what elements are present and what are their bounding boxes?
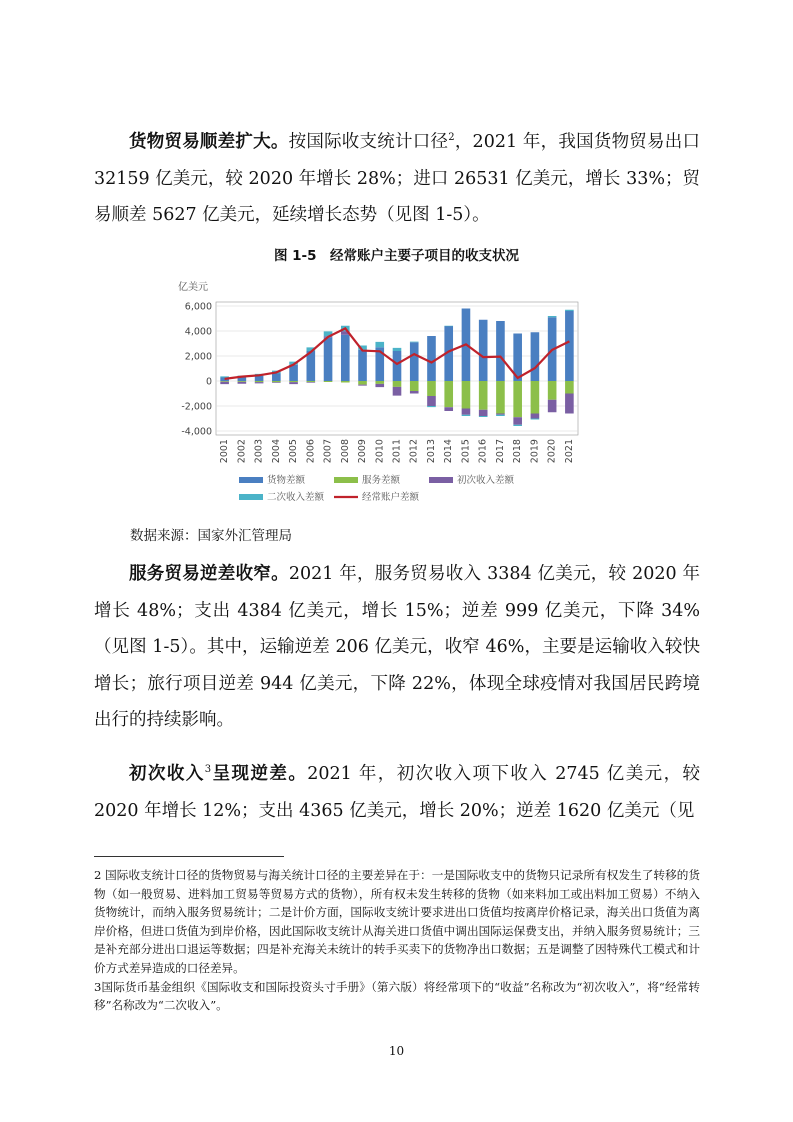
bar-服务差额 (393, 381, 402, 387)
services-trade-lead: 服务贸易逆差收窄。 (129, 564, 289, 584)
bar-初次收入差额 (410, 391, 419, 394)
x-tick-label: 2020 (546, 439, 558, 464)
data-source: 数据来源：国家外汇管理局 (130, 528, 292, 544)
y-tick-label: 4,000 (184, 326, 212, 338)
primary-income-lead-b: 呈现逆差。 (211, 764, 308, 784)
x-tick-label: 2001 (219, 439, 231, 464)
bar-初次收入差额 (272, 382, 281, 383)
bar-服务差额 (410, 381, 419, 391)
x-tick-label: 2010 (374, 439, 386, 464)
legend-label: 初次收入差额 (457, 475, 515, 486)
paragraph-services-trade (94, 556, 700, 739)
bar-初次收入差额 (479, 410, 488, 416)
bar-初次收入差额 (393, 387, 402, 396)
bar-服务差额 (513, 381, 522, 417)
footnote-ref-3[interactable]: 3 (204, 764, 212, 776)
bar-服务差额 (548, 381, 557, 400)
goods-trade-text-b: ，2021 年，我国货物贸易出口 32159 亿美元，较 2020 年增长 28%；进口 26531 亿美元，增长 33%；贸易顺差 5627 亿美元，延续增长态势（见图 1-5）。 (94, 132, 700, 225)
current-account-chart (174, 276, 594, 511)
x-tick-label: 2011 (391, 439, 403, 464)
x-tick-label: 2003 (253, 439, 265, 464)
x-tick-label: 2007 (322, 439, 334, 464)
y-tick-label: -4,000 (181, 426, 212, 438)
bar-二次收入差额 (375, 342, 384, 347)
x-tick-label: 2002 (236, 439, 248, 464)
bar-初次收入差额 (375, 384, 384, 387)
x-tick-label: 2005 (288, 439, 300, 464)
x-tick-label: 2018 (512, 439, 524, 464)
bar-初次收入差额 (289, 382, 298, 384)
bar-服务差额 (462, 381, 471, 409)
bar-初次收入差额 (513, 417, 522, 425)
bar-服务差额 (324, 381, 333, 382)
legend-label: 二次收入差额 (267, 492, 325, 503)
legend-label: 货物差额 (267, 475, 306, 486)
bar-二次收入差额 (444, 326, 453, 327)
bar-货物差额 (341, 335, 350, 381)
x-tick-label: 2015 (460, 439, 472, 464)
goods-trade-lead: 货物贸易顺差扩大。 (129, 132, 289, 152)
x-tick-label: 2009 (357, 439, 369, 464)
bar-货物差额 (393, 351, 402, 381)
bar-初次收入差额 (427, 396, 436, 406)
bar-初次收入差额 (565, 394, 574, 414)
footnote-divider (94, 856, 284, 857)
bar-货物差额 (358, 350, 367, 381)
bar-初次收入差额 (220, 382, 229, 384)
bar-二次收入差额 (513, 425, 522, 426)
bar-二次收入差额 (496, 415, 505, 416)
y-tick-label: -2,000 (181, 401, 212, 413)
bar-初次收入差额 (496, 414, 505, 415)
bar-二次收入差额 (565, 310, 574, 311)
bar-服务差额 (444, 381, 453, 407)
bar-货物差额 (531, 332, 540, 381)
footnote-ref-2[interactable]: 2 (448, 132, 455, 144)
primary-income-text: 2021 年，初次收入项下收入 2745 亿美元，较 2020 年增长 12%；支出 4365 亿美元，增长 20%；逆差 1620 亿美元（见 (94, 764, 701, 821)
bar-货物差额 (410, 342, 419, 381)
bar-服务差额 (531, 381, 540, 414)
y-tick-label: 2,000 (184, 351, 212, 363)
legend-swatch (239, 494, 263, 500)
bar-二次收入差额 (462, 415, 471, 416)
services-trade-text: 2021 年，服务贸易收入 3384 亿美元，较 2020 年增长 48%；支出 4384 亿美元，增长 15%；逆差 999 亿美元，下降 34%（见图 1-5）。其中，运输逆差 206 亿美元，收窄 46%，主要是运输收入较快增长；旅行项目逆差 944 亿美元，下降 22%，体现全球疫情对我国居民跨境出行的持续影响。 (94, 564, 700, 730)
bar-服务差额 (341, 381, 350, 383)
y-axis-unit-label: 亿美元 (178, 282, 208, 293)
bar-货物差额 (272, 374, 281, 382)
y-tick-label: 0 (205, 376, 212, 388)
bar-货物差额 (324, 337, 333, 381)
footnotes (94, 866, 700, 1015)
y-tick-label: 6,000 (184, 301, 212, 313)
x-tick-label: 2017 (494, 439, 506, 464)
x-tick-label: 2016 (477, 439, 489, 464)
bar-初次收入差额 (462, 409, 471, 415)
legend-label: 服务差额 (362, 475, 401, 486)
x-tick-label: 2013 (425, 439, 437, 464)
footnote-2: 2 国际收支统计口径的货物贸易与海关统计口径的主要差异在于：一是国际收支中的货物只记录所有权发生了转移的货物（如一般贸易、进料加工贸易等贸易方式的货物），所有权未发生转移的货物（如来料加工或出料加工贸易）不纳入货物统计，而纳入服务贸易统计；二是计价方面，国际收支统计要求进出口货值均按离岸价格记录，海关出口货值为离岸价格，但进口货值为到岸价格，因此国际收支统计从海关进口货值中调出国际运保费支出，并纳入服务贸易统计；三是补充部分进出口退运等数据；四是补充海关未统计的转手买卖下的货物净出口数据；五是调整了因特殊代工模式和计价方式差异造成的口径差异。 (94, 868, 700, 975)
bar-服务差额 (375, 381, 384, 384)
primary-income-lead-a: 初次收入 (129, 764, 205, 784)
bar-服务差额 (427, 381, 436, 396)
bar-初次收入差额 (548, 400, 557, 413)
bar-服务差额 (272, 381, 281, 382)
bar-服务差额 (565, 381, 574, 394)
footnote-3: 3国际货币基金组织《国际收支和国际投资头寸手册》（第六版）将经常项下的“收益”名称改为“初次收入”，将“经常转移”名称改为“二次收入”。 (94, 979, 700, 1013)
bar-服务差额 (479, 381, 488, 410)
bar-货物差额 (289, 365, 298, 381)
x-tick-label: 2006 (305, 439, 317, 464)
paragraph-primary-income (94, 756, 700, 829)
bar-服务差额 (220, 381, 229, 382)
x-tick-label: 2012 (408, 439, 420, 464)
legend-label: 经常账户差额 (362, 492, 420, 503)
bar-二次收入差额 (393, 348, 402, 351)
bar-服务差额 (496, 381, 505, 414)
legend-swatch (429, 477, 453, 483)
page-number: 10 (388, 1044, 405, 1058)
x-tick-label: 2014 (443, 439, 455, 464)
legend-swatch (334, 477, 358, 483)
bar-二次收入差额 (410, 342, 419, 343)
bar-二次收入差额 (220, 376, 229, 377)
x-tick-label: 2021 (563, 439, 575, 464)
bar-货物差额 (255, 376, 264, 381)
bar-服务差额 (307, 381, 316, 382)
bar-货物差额 (479, 320, 488, 381)
bar-初次收入差额 (444, 407, 453, 411)
x-tick-label: 2004 (270, 439, 282, 464)
goods-trade-text-a: 按国际收支统计口径 (288, 132, 449, 152)
paragraph-goods-trade (94, 124, 700, 234)
bar-二次收入差额 (427, 406, 436, 407)
bar-货物差额 (427, 336, 436, 381)
x-tick-label: 2019 (529, 439, 541, 464)
bar-初次收入差额 (358, 385, 367, 386)
bar-服务差额 (238, 381, 247, 382)
legend-swatch (239, 477, 263, 483)
bar-服务差额 (255, 381, 264, 382)
figure-title: 图 1-5 经常账户主要子项目的收支状况 (273, 248, 520, 264)
bar-货物差额 (565, 311, 574, 381)
bar-初次收入差额 (307, 382, 316, 383)
bar-二次收入差额 (531, 419, 540, 420)
x-tick-label: 2008 (339, 439, 351, 464)
bar-初次收入差额 (238, 382, 247, 384)
bar-初次收入差额 (255, 382, 264, 383)
bar-服务差额 (289, 381, 298, 382)
bar-二次收入差额 (479, 416, 488, 417)
bar-货物差额 (496, 321, 505, 381)
bar-初次收入差额 (531, 414, 540, 419)
bar-二次收入差额 (548, 316, 557, 317)
bar-服务差额 (358, 381, 367, 385)
